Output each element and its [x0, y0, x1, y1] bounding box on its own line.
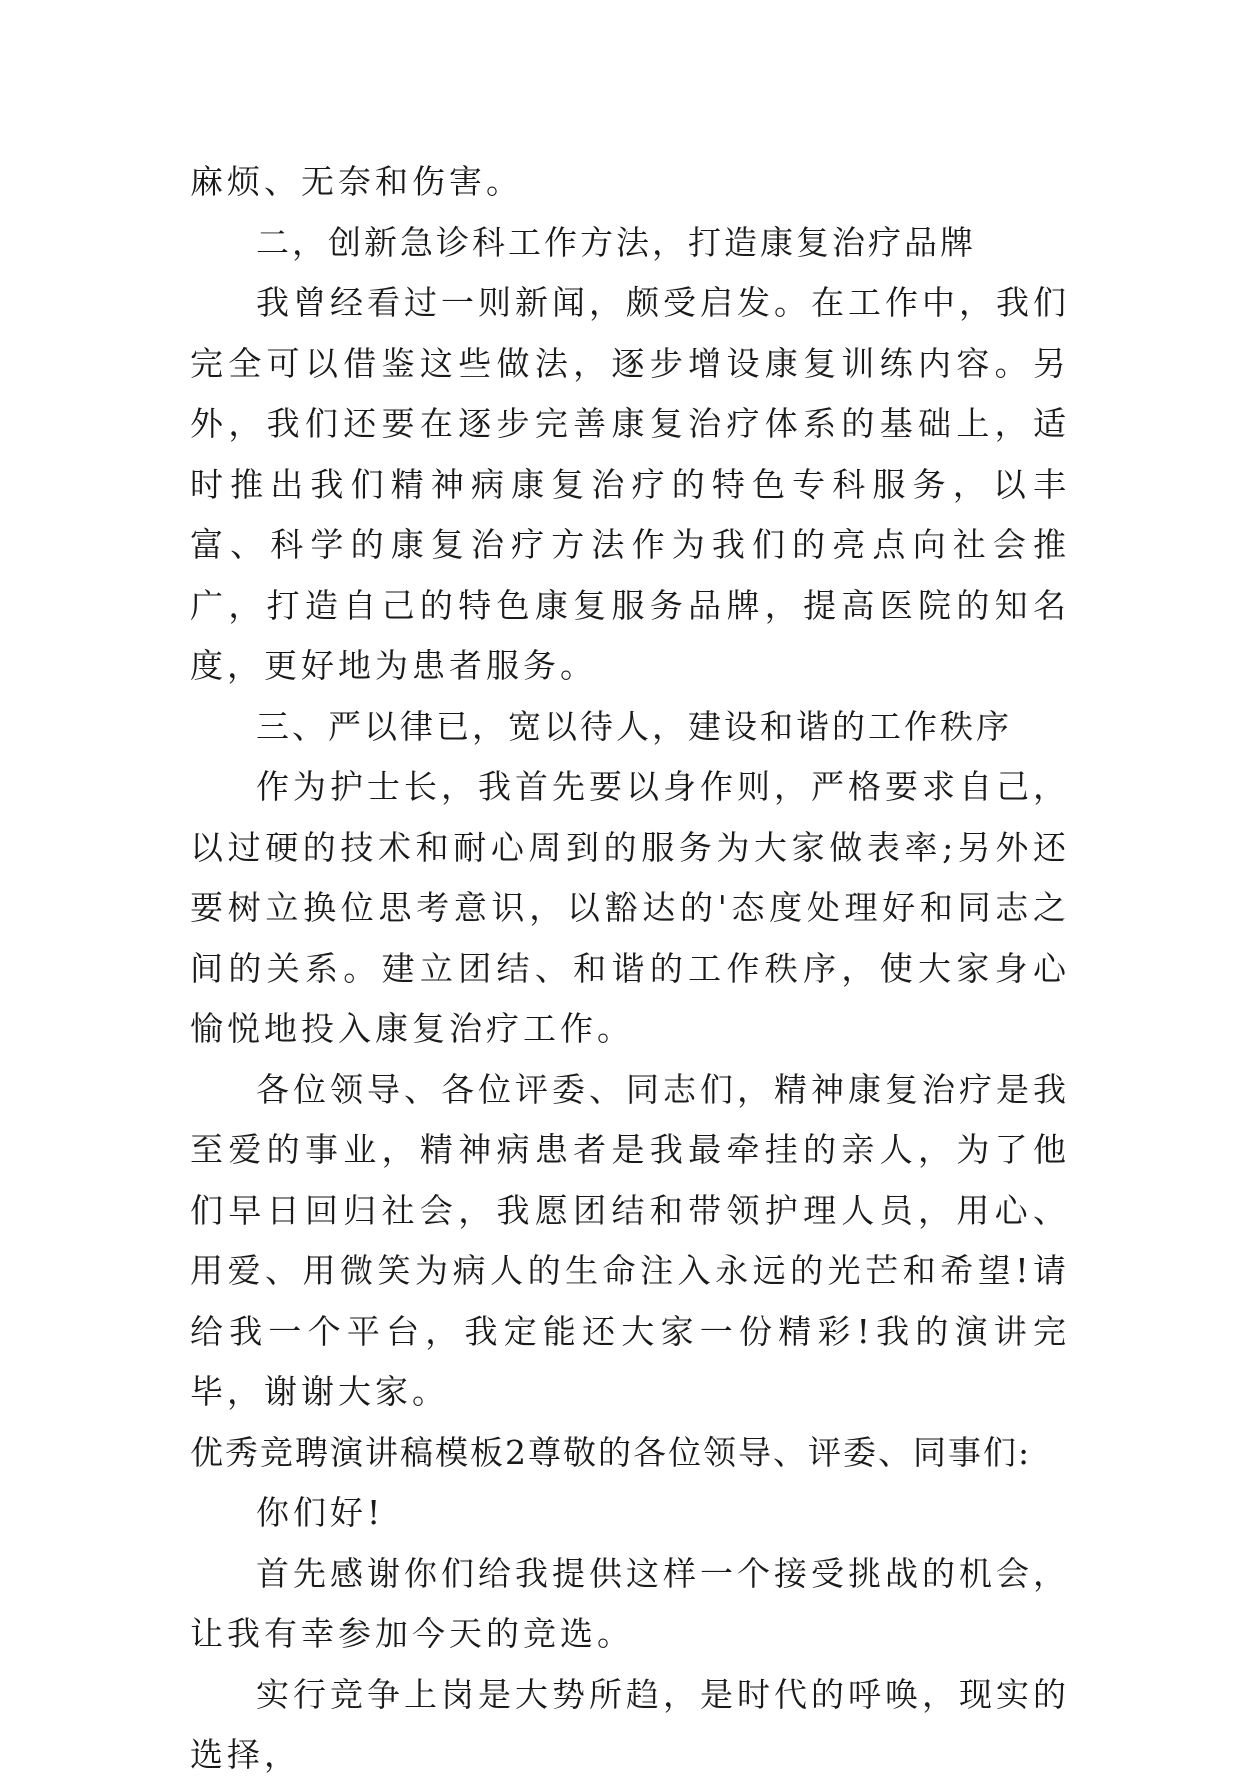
section-heading-3: 三、严以律已，宽以待人，建设和谐的工作秩序 [256, 706, 1012, 746]
paragraph-news-inspiration: 我曾经看过一则新闻，颇受启发。在工作中，我们完全可以借鉴这些做法，逐步增设康复训练内容。另外，我们还要在逐步完善康复治疗体系的基础上，适时推出我们精神病康复治疗的特色专科服务，以丰富、科学的康复治疗方法作为我们的亮点向社会推广，打造自己的特色康复服务品牌，提高医院的知名度，更好地为患者服务。 [190, 283, 1070, 685]
paragraph-greeting: 你们好! [256, 1493, 385, 1532]
paragraph-thanks: 首先感谢你们给我提供这样一个接受挑战的机会，让我有幸参加今天的竞选。 [190, 1553, 1070, 1653]
paragraph-head-nurse: 作为护士长，我首先要以身作则，严格要求自己，以过硬的技术和耐心周到的服务为大家做表率;另外还要树立换位思考意识，以豁达的'态度处理好和同志之间的关系。建立团结、和谐的工作秩序，使大家身心愉悦地投入康复治疗工作。 [190, 767, 1070, 1048]
section-heading-2: 二，创新急诊科工作方法，打造康复治疗品牌 [256, 222, 976, 262]
document-body [190, 152, 1070, 1786]
paragraph-competition: 实行竞争上岗是大势所趋，是时代的呼唤，现实的选择， [190, 1674, 1070, 1774]
template-title-line: 优秀竞聘演讲稿模板2尊敬的各位领导、评委、同事们: [190, 1432, 1032, 1472]
paragraph-continuation: 麻烦、无奈和伤害。 [190, 162, 523, 201]
paragraph-closing: 各位领导、各位评委、同志们，精神康复治疗是我至爱的事业，精神病患者是我最牵挂的亲人，为了他们早日回归社会，我愿团结和带领护理人员，用心、用爱、用微笑为病人的生命注入永远的光芒和希望!请给我一个平台，我定能还大家一份精彩!我的演讲完毕，谢谢大家。 [190, 1069, 1070, 1411]
